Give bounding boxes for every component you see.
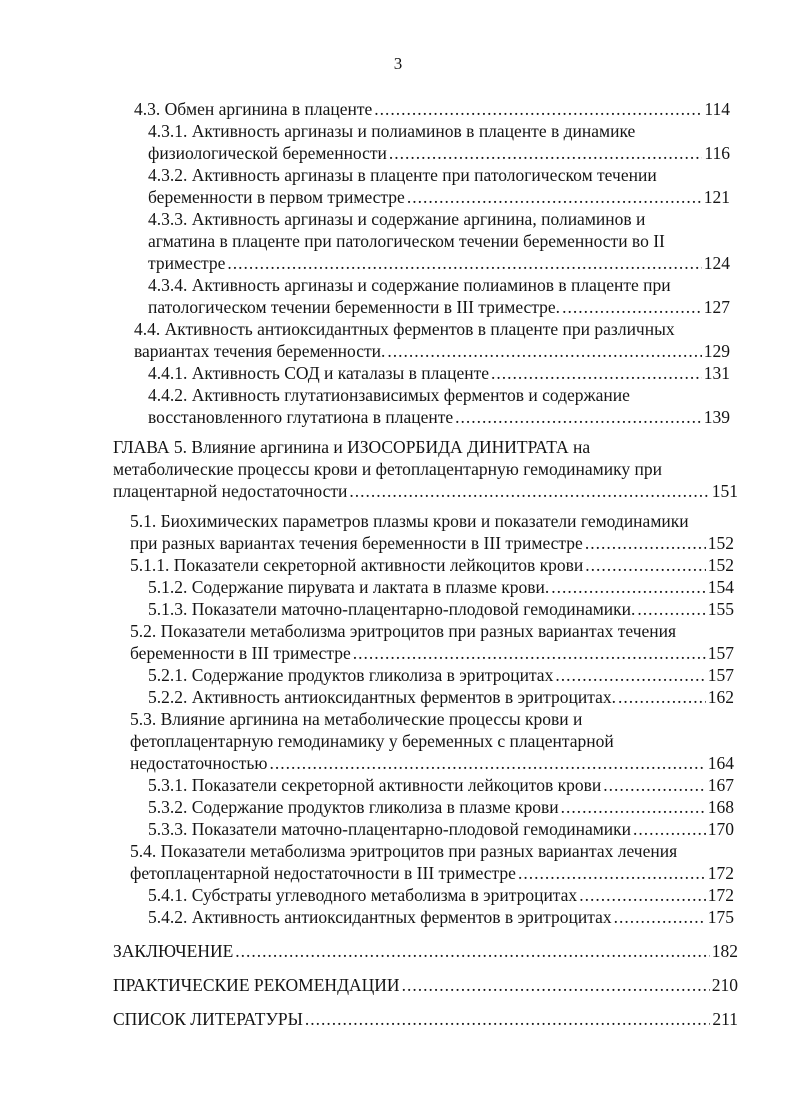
toc-entry[interactable]: [130, 554, 734, 576]
toc-entry-title-line: ГЛАВА 5. Влияние аргинина и ИЗОСОРБИДА ДИНИТРАТА на: [113, 437, 591, 457]
toc-entry-title-line: 5.3. Влияние аргинина на метаболические процессы крови и: [130, 709, 583, 729]
dot-leader: [551, 576, 705, 598]
toc-entry-title: 5.1.2. Содержание пирувата и лактата в плазме крови.: [148, 577, 550, 597]
dot-leader: [455, 406, 702, 428]
toc-entry-title-line: 5.1. Биохимических параметров плазмы крови и показатели гемодинамики: [130, 511, 689, 531]
toc-entry-final-line: [130, 862, 734, 884]
toc-entry-title-line: 4.4. Активность антиоксидантных ферментов в плаценте при различных: [134, 319, 675, 339]
toc-entry-final-line: [113, 940, 738, 962]
toc-entry-page: 121: [703, 187, 730, 207]
toc-entry-final-line: [148, 796, 734, 818]
dot-leader: [407, 186, 702, 208]
toc-entry-title: 5.3.1. Показатели секреторной активности лейкоцитов крови: [148, 775, 602, 795]
toc-entry-page: 172: [707, 885, 734, 905]
toc-entry-title: 5.2.2. Активность антиоксидантных ферментов в эритроцитах.: [148, 687, 616, 707]
dot-leader: [555, 664, 705, 686]
toc-entry-title: беременности в III триместре: [130, 643, 351, 663]
toc-entry[interactable]: [148, 796, 734, 818]
dot-leader: [374, 98, 702, 120]
toc-entry-page: 151: [711, 481, 738, 501]
dot-leader: [633, 818, 706, 840]
toc-entry-title: 5.4.1. Субстраты углеводного метаболизма в эритроцитах: [148, 885, 578, 905]
toc-entry[interactable]: [148, 362, 730, 384]
toc-entry-page: 175: [707, 907, 734, 927]
dot-leader: [402, 974, 710, 996]
dot-leader: [579, 884, 706, 906]
toc-entry-title-line: 4.3.2. Активность аргиназы в плаценте при патологическом течении: [148, 165, 657, 185]
dot-leader: [637, 598, 705, 620]
toc-entry[interactable]: [113, 436, 738, 502]
toc-entry-title: плацентарной недостаточности: [113, 481, 348, 501]
toc-entry-page: 127: [703, 297, 730, 317]
toc-entry-title: патологическом течении беременности в III триместре.: [148, 297, 561, 317]
toc-entry[interactable]: [148, 384, 730, 428]
toc-entry[interactable]: [148, 884, 734, 906]
toc-entry-final-line: [148, 186, 730, 208]
page-number: 3: [393, 54, 403, 73]
toc-entry-final-line: [148, 598, 734, 620]
toc-entry-page: 124: [703, 253, 730, 273]
toc-entry-final-line: [130, 532, 734, 554]
toc-entry-page: 154: [707, 577, 734, 597]
toc-entry-page: 116: [704, 143, 730, 163]
dot-leader: [387, 340, 701, 362]
toc-entry[interactable]: [148, 208, 730, 274]
toc-entry-final-line: [130, 752, 734, 774]
toc-entry-title-line: 4.4.2. Активность глутатионзависимых ферментов и содержание: [148, 385, 630, 405]
toc-entry-title-line: 4.3.4. Активность аргиназы и содержание полиаминов в плаценте при: [148, 275, 671, 295]
toc-entry[interactable]: [148, 576, 734, 598]
toc-entry-page: 168: [707, 797, 734, 817]
toc-entry-title: 4.4.1. Активность СОД и каталазы в плаценте: [148, 363, 490, 383]
toc-entry-page: 211: [712, 1009, 738, 1029]
toc-entry[interactable]: [148, 906, 734, 928]
toc-entry[interactable]: [134, 318, 730, 362]
dot-leader: [518, 862, 706, 884]
toc-entry-title: вариантах течения беременности.: [134, 341, 386, 361]
toc-entry-page: 172: [707, 863, 734, 883]
toc-entry-title: физиологической беременности: [148, 143, 387, 163]
toc-entry-page: 131: [703, 363, 730, 383]
dot-leader: [603, 774, 706, 796]
toc-entry[interactable]: [130, 708, 734, 774]
toc-entry-page: 139: [703, 407, 730, 427]
toc-entry[interactable]: [113, 974, 738, 996]
toc-entry-final-line: [148, 774, 734, 796]
toc-entry-title: 5.1.1. Показатели секреторной активности лейкоцитов крови: [130, 555, 584, 575]
toc-entry-final-line: [148, 362, 730, 384]
toc-entry-final-line: [130, 554, 734, 576]
toc-entry-title: ПРАКТИЧЕСКИЕ РЕКОМЕНДАЦИИ: [113, 975, 400, 995]
toc-entry-page: 129: [703, 341, 730, 361]
toc-entry-page: 170: [707, 819, 734, 839]
toc-entry-page: 155: [707, 599, 734, 619]
toc-entry-title: триместре: [148, 253, 226, 273]
toc-entry[interactable]: [148, 598, 734, 620]
dot-leader: [491, 362, 702, 384]
toc-entry-final-line: [130, 642, 734, 664]
toc-entry-title: 5.3.3. Показатели маточно-плацентарно-плодовой гемодинамики: [148, 819, 632, 839]
toc-entry-title: 4.3. Обмен аргинина в плаценте: [134, 99, 373, 119]
toc-entry-title: 5.1.3. Показатели маточно-плацентарно-плодовой гемодинамики.: [148, 599, 636, 619]
toc-entry[interactable]: [148, 120, 730, 164]
toc-entry-title-line: фетоплацентарную гемодинамику у беременных с плацентарной: [130, 731, 614, 751]
toc-entry-page: 210: [711, 975, 738, 995]
toc-entry[interactable]: [148, 818, 734, 840]
toc-entry-final-line: [113, 480, 738, 502]
toc-entry[interactable]: [130, 510, 734, 554]
toc-entry[interactable]: [113, 940, 738, 962]
toc-entry-final-line: [148, 576, 734, 598]
dot-leader: [305, 1008, 711, 1030]
toc-entry-page: 152: [707, 555, 734, 575]
toc-entry-title: 5.3.2. Содержание продуктов гликолиза в плазме крови: [148, 797, 559, 817]
toc-entry-title: недостаточностью: [130, 753, 268, 773]
toc-entry-final-line: [148, 296, 730, 318]
dot-leader: [389, 142, 702, 164]
toc-entry-page: 114: [704, 99, 730, 119]
dot-leader: [562, 296, 702, 318]
dot-leader: [585, 532, 706, 554]
toc-entry-final-line: [148, 818, 734, 840]
toc-entry-final-line: [148, 686, 734, 708]
dot-leader: [353, 642, 706, 664]
toc-entry-final-line: [113, 974, 738, 996]
toc-entry-page: 167: [707, 775, 734, 795]
toc-entry-final-line: [148, 252, 730, 274]
toc-entry[interactable]: [148, 164, 730, 208]
toc-entry-title-line: метаболические процессы крови и фетоплацентарную гемодинамику при: [113, 459, 662, 479]
toc-entry-page: 164: [707, 753, 734, 773]
toc-entry[interactable]: [130, 840, 734, 884]
toc-entry-page: 152: [707, 533, 734, 553]
table-of-contents: [0, 98, 796, 1030]
toc-entry-title: восстановленного глутатиона в плаценте: [148, 407, 454, 427]
toc-entry-title-line: 4.3.3. Активность аргиназы и содержание аргинина, полиаминов и: [148, 209, 646, 229]
toc-entry-final-line: [148, 142, 730, 164]
dot-leader: [227, 252, 701, 274]
toc-entry-title: фетоплацентарной недостаточности в III триместре: [130, 863, 516, 883]
toc-entry-title-line: агматина в плаценте при патологическом течении беременности во II: [148, 231, 665, 251]
dot-leader: [235, 940, 709, 962]
toc-entry-title: при разных вариантах течения беременности в III триместре: [130, 533, 583, 553]
dot-leader: [585, 554, 706, 576]
toc-entry-title-line: 5.4. Показатели метаболизма эритроцитов при разных вариантах лечения: [130, 841, 678, 861]
dot-leader: [618, 686, 706, 708]
toc-entry-title: СПИСОК ЛИТЕРАТУРЫ: [113, 1009, 303, 1029]
toc-entry-page: 182: [711, 941, 738, 961]
toc-entry-final-line: [148, 884, 734, 906]
dot-leader: [269, 752, 705, 774]
toc-entry[interactable]: [148, 686, 734, 708]
toc-entry[interactable]: [113, 1008, 738, 1030]
toc-entry-page: 162: [707, 687, 734, 707]
toc-entry[interactable]: [148, 774, 734, 796]
toc-entry-final-line: [148, 406, 730, 428]
toc-entry-title: ЗАКЛЮЧЕНИЕ: [113, 941, 234, 961]
toc-entry-title-line: 4.3.1. Активность аргиназы и полиаминов в плаценте в динамике: [148, 121, 636, 141]
toc-entry-page: 157: [707, 643, 734, 663]
toc-entry-final-line: [134, 98, 730, 120]
toc-entry-title: 5.4.2. Активность антиоксидантных ферментов в эритроцитах: [148, 907, 612, 927]
toc-entry-title-line: 5.2. Показатели метаболизма эритроцитов при разных вариантах течения: [130, 621, 677, 641]
toc-entry[interactable]: [148, 664, 734, 686]
toc-entry[interactable]: [134, 98, 730, 120]
toc-entry-final-line: [148, 664, 734, 686]
toc-entry-final-line: [148, 906, 734, 928]
toc-entry[interactable]: [130, 620, 734, 664]
toc-entry[interactable]: [148, 274, 730, 318]
dot-leader: [349, 480, 709, 502]
toc-entry-title: 5.2.1. Содержание продуктов гликолиза в эритроцитах: [148, 665, 554, 685]
toc-entry-final-line: [113, 1008, 738, 1030]
toc-entry-final-line: [134, 340, 730, 362]
dot-leader: [614, 906, 706, 928]
toc-entry-page: 157: [707, 665, 734, 685]
dot-leader: [561, 796, 706, 818]
toc-entry-title: беременности в первом триместре: [148, 187, 405, 207]
